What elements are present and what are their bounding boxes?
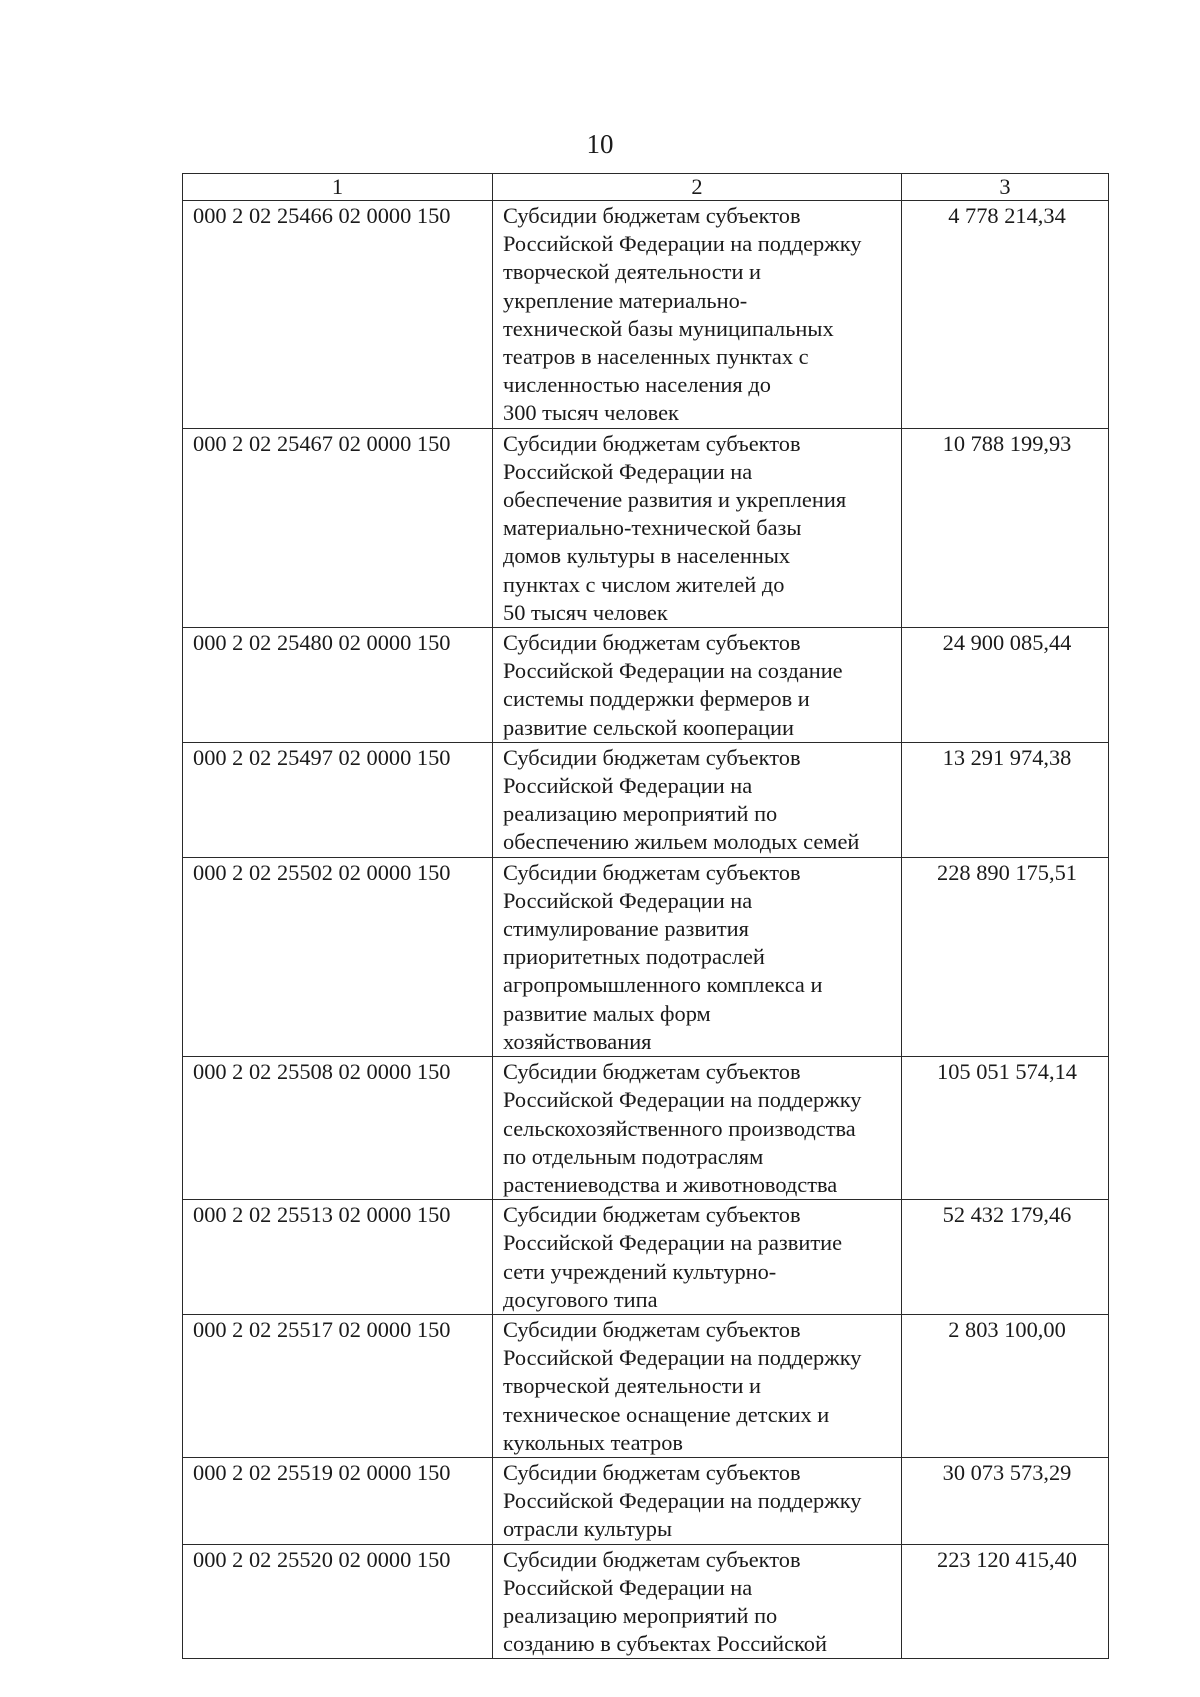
table-row <box>183 857 1109 1056</box>
table-header <box>183 174 1109 201</box>
header-row <box>183 174 1109 201</box>
description-line: творческой деятельности и <box>503 1373 762 1399</box>
amount-cell: 52 432 179,46 <box>902 1200 1109 1315</box>
budget-code-cell: 000 2 02 25502 02 0000 150 <box>183 857 493 1056</box>
budget-code-cell: 000 2 02 25520 02 0000 150 <box>183 1544 493 1659</box>
description-line: Субсидии бюджетам субъектов <box>503 203 801 228</box>
amount-cell: 4 778 214,34 <box>902 201 1109 429</box>
table-row <box>183 742 1109 857</box>
description-line: домов культуры в населенных <box>503 543 791 569</box>
description-line: Субсидии бюджетам субъектов <box>503 1202 801 1228</box>
description-line: творческой деятельности и <box>503 259 762 285</box>
description-cell <box>493 1200 902 1315</box>
table-row <box>183 628 1109 743</box>
description-line: Субсидии бюджетам субъектов <box>503 1459 801 1485</box>
amount-cell: 10 788 199,93 <box>902 428 1109 627</box>
description-line: Российской Федерации на поддержку <box>503 231 862 257</box>
description-line: Субсидии бюджетам субъектов <box>503 859 801 885</box>
description-line: Субсидии бюджетам субъектов <box>503 630 801 656</box>
budget-code-cell: 000 2 02 25466 02 0000 150 <box>183 201 493 429</box>
description-line: отрасли культуры <box>503 1516 673 1542</box>
description-line: технической базы муниципальных <box>503 315 834 341</box>
description-line: Субсидии бюджетам субъектов <box>503 744 801 770</box>
budget-code-cell: 000 2 02 25513 02 0000 150 <box>183 1200 493 1315</box>
table-row <box>183 1200 1109 1315</box>
amount-cell: 223 120 415,40 <box>902 1544 1109 1659</box>
budget-table <box>182 173 1109 1659</box>
description-line: системы поддержки фермеров и <box>503 686 810 712</box>
description-line: Российской Федерации на поддержку <box>503 1087 862 1113</box>
description-line: 50 тысяч человек <box>503 599 668 625</box>
description-line: театров в населенных пунктах с <box>503 344 809 370</box>
description-line: Субсидии бюджетам субъектов <box>503 1316 801 1342</box>
budget-code-cell: 000 2 02 25508 02 0000 150 <box>183 1057 493 1200</box>
description-line: реализацию мероприятий по <box>503 1602 778 1628</box>
description-line: 300 тысяч человек <box>503 400 679 426</box>
description-line: досугового типа <box>503 1286 658 1312</box>
budget-code-cell: 000 2 02 25467 02 0000 150 <box>183 428 493 627</box>
description-line: по отдельным подотраслям <box>503 1143 764 1169</box>
page-number: 10 <box>586 129 614 159</box>
budget-code-cell: 000 2 02 25519 02 0000 150 <box>183 1457 493 1544</box>
description-line: численностью населения до <box>503 372 771 398</box>
column-header-code: 1 <box>183 174 493 201</box>
table-body <box>183 201 1109 1659</box>
budget-code-cell: 000 2 02 25517 02 0000 150 <box>183 1314 493 1457</box>
description-cell <box>493 1314 902 1457</box>
description-line: Российской Федерации на <box>503 773 753 799</box>
description-line: обеспечению жильем молодых семей <box>503 829 860 855</box>
column-header-amount: 3 <box>902 174 1109 201</box>
description-line: Российской Федерации на <box>503 1574 753 1600</box>
description-line: созданию в субъектах Российской <box>503 1631 827 1657</box>
description-line: хозяйствования <box>503 1028 652 1054</box>
table-row <box>183 1544 1109 1659</box>
description-line: Субсидии бюджетам субъектов <box>503 430 801 456</box>
description-line: растениеводства и животноводства <box>503 1171 838 1197</box>
amount-cell: 24 900 085,44 <box>902 628 1109 743</box>
description-line: кукольных театров <box>503 1429 683 1455</box>
description-line: развитие сельской кооперации <box>503 714 794 740</box>
description-line: Российской Федерации на поддержку <box>503 1488 862 1514</box>
description-line: Российской Федерации на создание <box>503 658 843 684</box>
description-line: Российской Федерации на <box>503 458 753 484</box>
description-cell <box>493 1544 902 1659</box>
amount-cell: 105 051 574,14 <box>902 1057 1109 1200</box>
description-line: Субсидии бюджетам субъектов <box>503 1059 801 1085</box>
description-line: реализацию мероприятий по <box>503 801 778 827</box>
description-cell <box>493 628 902 743</box>
description-line: Российской Федерации на развитие <box>503 1230 843 1256</box>
description-cell <box>493 857 902 1056</box>
description-line: пунктах с числом жителей до <box>503 571 785 597</box>
description-line: материально-технической базы <box>503 515 802 541</box>
amount-cell: 13 291 974,38 <box>902 742 1109 857</box>
description-line: техническое оснащение детских и <box>503 1401 830 1427</box>
description-cell <box>493 1057 902 1200</box>
description-line: сельскохозяйственного производства <box>503 1115 856 1141</box>
amount-cell: 2 803 100,00 <box>902 1314 1109 1457</box>
description-line: агропромышленного комплекса и <box>503 972 823 998</box>
description-line: Российской Федерации на <box>503 887 753 913</box>
budget-code-cell: 000 2 02 25497 02 0000 150 <box>183 742 493 857</box>
description-line: развитие малых форм <box>503 1000 711 1026</box>
description-line: укрепление материально- <box>503 287 748 313</box>
description-line: сети учреждений культурно- <box>503 1258 777 1284</box>
table-row <box>183 1057 1109 1200</box>
budget-code-cell: 000 2 02 25480 02 0000 150 <box>183 628 493 743</box>
description-cell <box>493 742 902 857</box>
column-header-name: 2 <box>493 174 902 201</box>
description-cell <box>493 1457 902 1544</box>
description-line: стимулирование развития <box>503 916 749 942</box>
description-line: обеспечение развития и укрепления <box>503 487 847 513</box>
amount-cell: 30 073 573,29 <box>902 1457 1109 1544</box>
table-row <box>183 428 1109 627</box>
table-row <box>183 1457 1109 1544</box>
table-row <box>183 201 1109 429</box>
amount-cell: 228 890 175,51 <box>902 857 1109 1056</box>
description-cell <box>493 201 902 429</box>
description-line: Российской Федерации на поддержку <box>503 1345 862 1371</box>
description-cell <box>493 428 902 627</box>
description-line: приоритетных подотраслей <box>503 944 765 970</box>
table-row <box>183 1314 1109 1457</box>
description-line: Субсидии бюджетам субъектов <box>503 1546 801 1572</box>
